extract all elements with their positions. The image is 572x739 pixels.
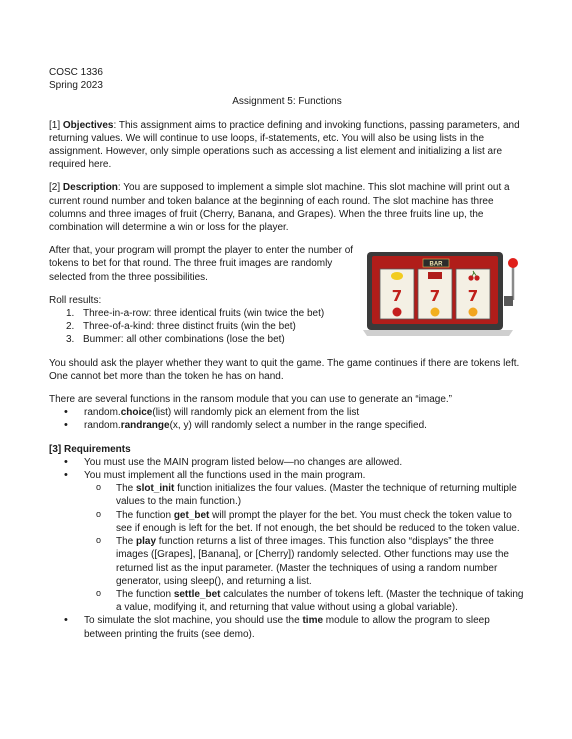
text: The function [116,588,174,600]
description-paragraph [49,181,525,234]
seven-symbol-icon: 7 [467,287,479,305]
sublist-item [94,535,525,588]
text: The [116,483,137,495]
requirements-heading [49,443,525,456]
lever-base [504,296,513,306]
function-name: randrange [120,420,170,432]
heading-text: [3] Requirements [49,443,131,455]
roll-results-label: Roll results: [49,294,102,306]
functions-sublist [84,482,525,614]
text: function returns a list of three images. This function also “displays” the three images ([Grapes], [Banana], or [Cherry]) randomly selected. Other functions may use the returned list as the input parameter. (Master the techniques of using a random number generator, using sleep(), and returning a list. [116,536,509,587]
requirements-list [49,456,525,641]
text: random. [84,407,121,419]
lever-knob [508,258,518,268]
text: module to allow the program to sleep between printing the fruits (see demo). [84,615,490,640]
description-number: [2] [49,182,63,194]
text: The function [116,509,174,521]
sublist-item [94,482,525,508]
objectives-number: [1] [49,119,63,131]
description-text: : You are supposed to implement a simple slot machine. This slot machine will print out a current round number and token balance at the beginning of each round. The slot machine has three columns and three images of fruit (Cherry, Banana, and Grapes). When the three fruits line up, the combination will determine a win or loss for the player. [49,182,510,234]
list-number: 3. [66,334,75,346]
text: (list) will randomly pick an element from the list [152,407,360,419]
list-item [61,469,525,614]
cherry-icon [393,308,402,317]
list-item [61,406,525,419]
orange-icon [431,308,440,317]
random-paragraph: There are several functions in the ransom module that you can use to generate an “image.” [49,394,453,406]
list-text: Three-in-a-row: three identical fruits (win twice the bet) [83,308,325,320]
slot-machine-illustration [363,252,523,336]
function-name: play [136,536,157,548]
description-heading: Description [62,182,118,194]
term: Spring 2023 [49,80,103,92]
lemon-icon [391,272,403,280]
sublist-item [94,588,525,614]
seven-symbol-icon: 7 [391,287,403,305]
objectives-paragraph [49,119,525,172]
seven-symbol-icon: 7 [429,287,441,305]
text: To simulate the slot machine, you should use the [84,615,303,627]
list-number: 2. [66,321,75,333]
function-name: settle_bet [173,588,221,600]
text: random. [84,420,121,432]
text: You must implement all the functions used in the main program. [84,470,366,482]
quit-paragraph: You should ask the player whether they want to quit the game. The game continues if there are tokens left. One cannot bet more than the token he has on hand. [49,357,520,382]
list-text: Three-of-a-kind: three distinct fruits (win the bet) [83,321,296,333]
bar-symbol-icon [428,272,442,279]
assignment-title: Assignment 5: Functions [232,96,342,108]
objectives-heading: Objectives [62,119,114,131]
course-code: COSC 1336 [49,67,103,78]
list-item [61,419,525,432]
list-number: 1. [66,308,75,320]
module-name: time [302,615,324,627]
text: function initializes the four values. (Master the technique of returning multiple values to the main function.) [116,483,517,508]
after-that-paragraph: After that, your program will prompt the player to enter the number of tokens to bet for that round. The three fruit images are randomly selected from the three possibilities. [49,245,354,283]
list-item [61,614,525,640]
marquee-text: BAR [429,261,443,268]
objectives-text: : This assignment aims to practice defining and invoking functions, passing parameters, and returning values. We will continue to use loops, if-statements, etc. You will also be using lists in the assignment. However, only simple operations such as accessing a list element and initializing a list are required here. [49,119,520,171]
random-functions-list [49,406,525,432]
text: The [116,536,137,548]
text: (x, y) will randomly select a number in the range specified. [169,420,427,432]
machine-base [363,330,513,336]
list-item: • You must use the MAIN program listed below—no changes are allowed. [61,456,525,469]
text: calculates the number of tokens left. (Master the technique of taking a value, modifying it, and returning that value without using a global variable). [116,588,524,614]
sublist-item [94,509,525,535]
function-name: get_bet [173,509,210,521]
list-text: Bummer: all other combinations (lose the bet) [83,334,285,346]
function-name: slot_init [136,483,175,495]
document-page [49,66,525,651]
function-name: choice [120,407,153,419]
orange-icon [469,308,478,317]
text: will prompt the player for the bet. You must check the token value to see if enough is left for the bet. If not enough, the bet should be reduced to the token value. [116,509,520,534]
